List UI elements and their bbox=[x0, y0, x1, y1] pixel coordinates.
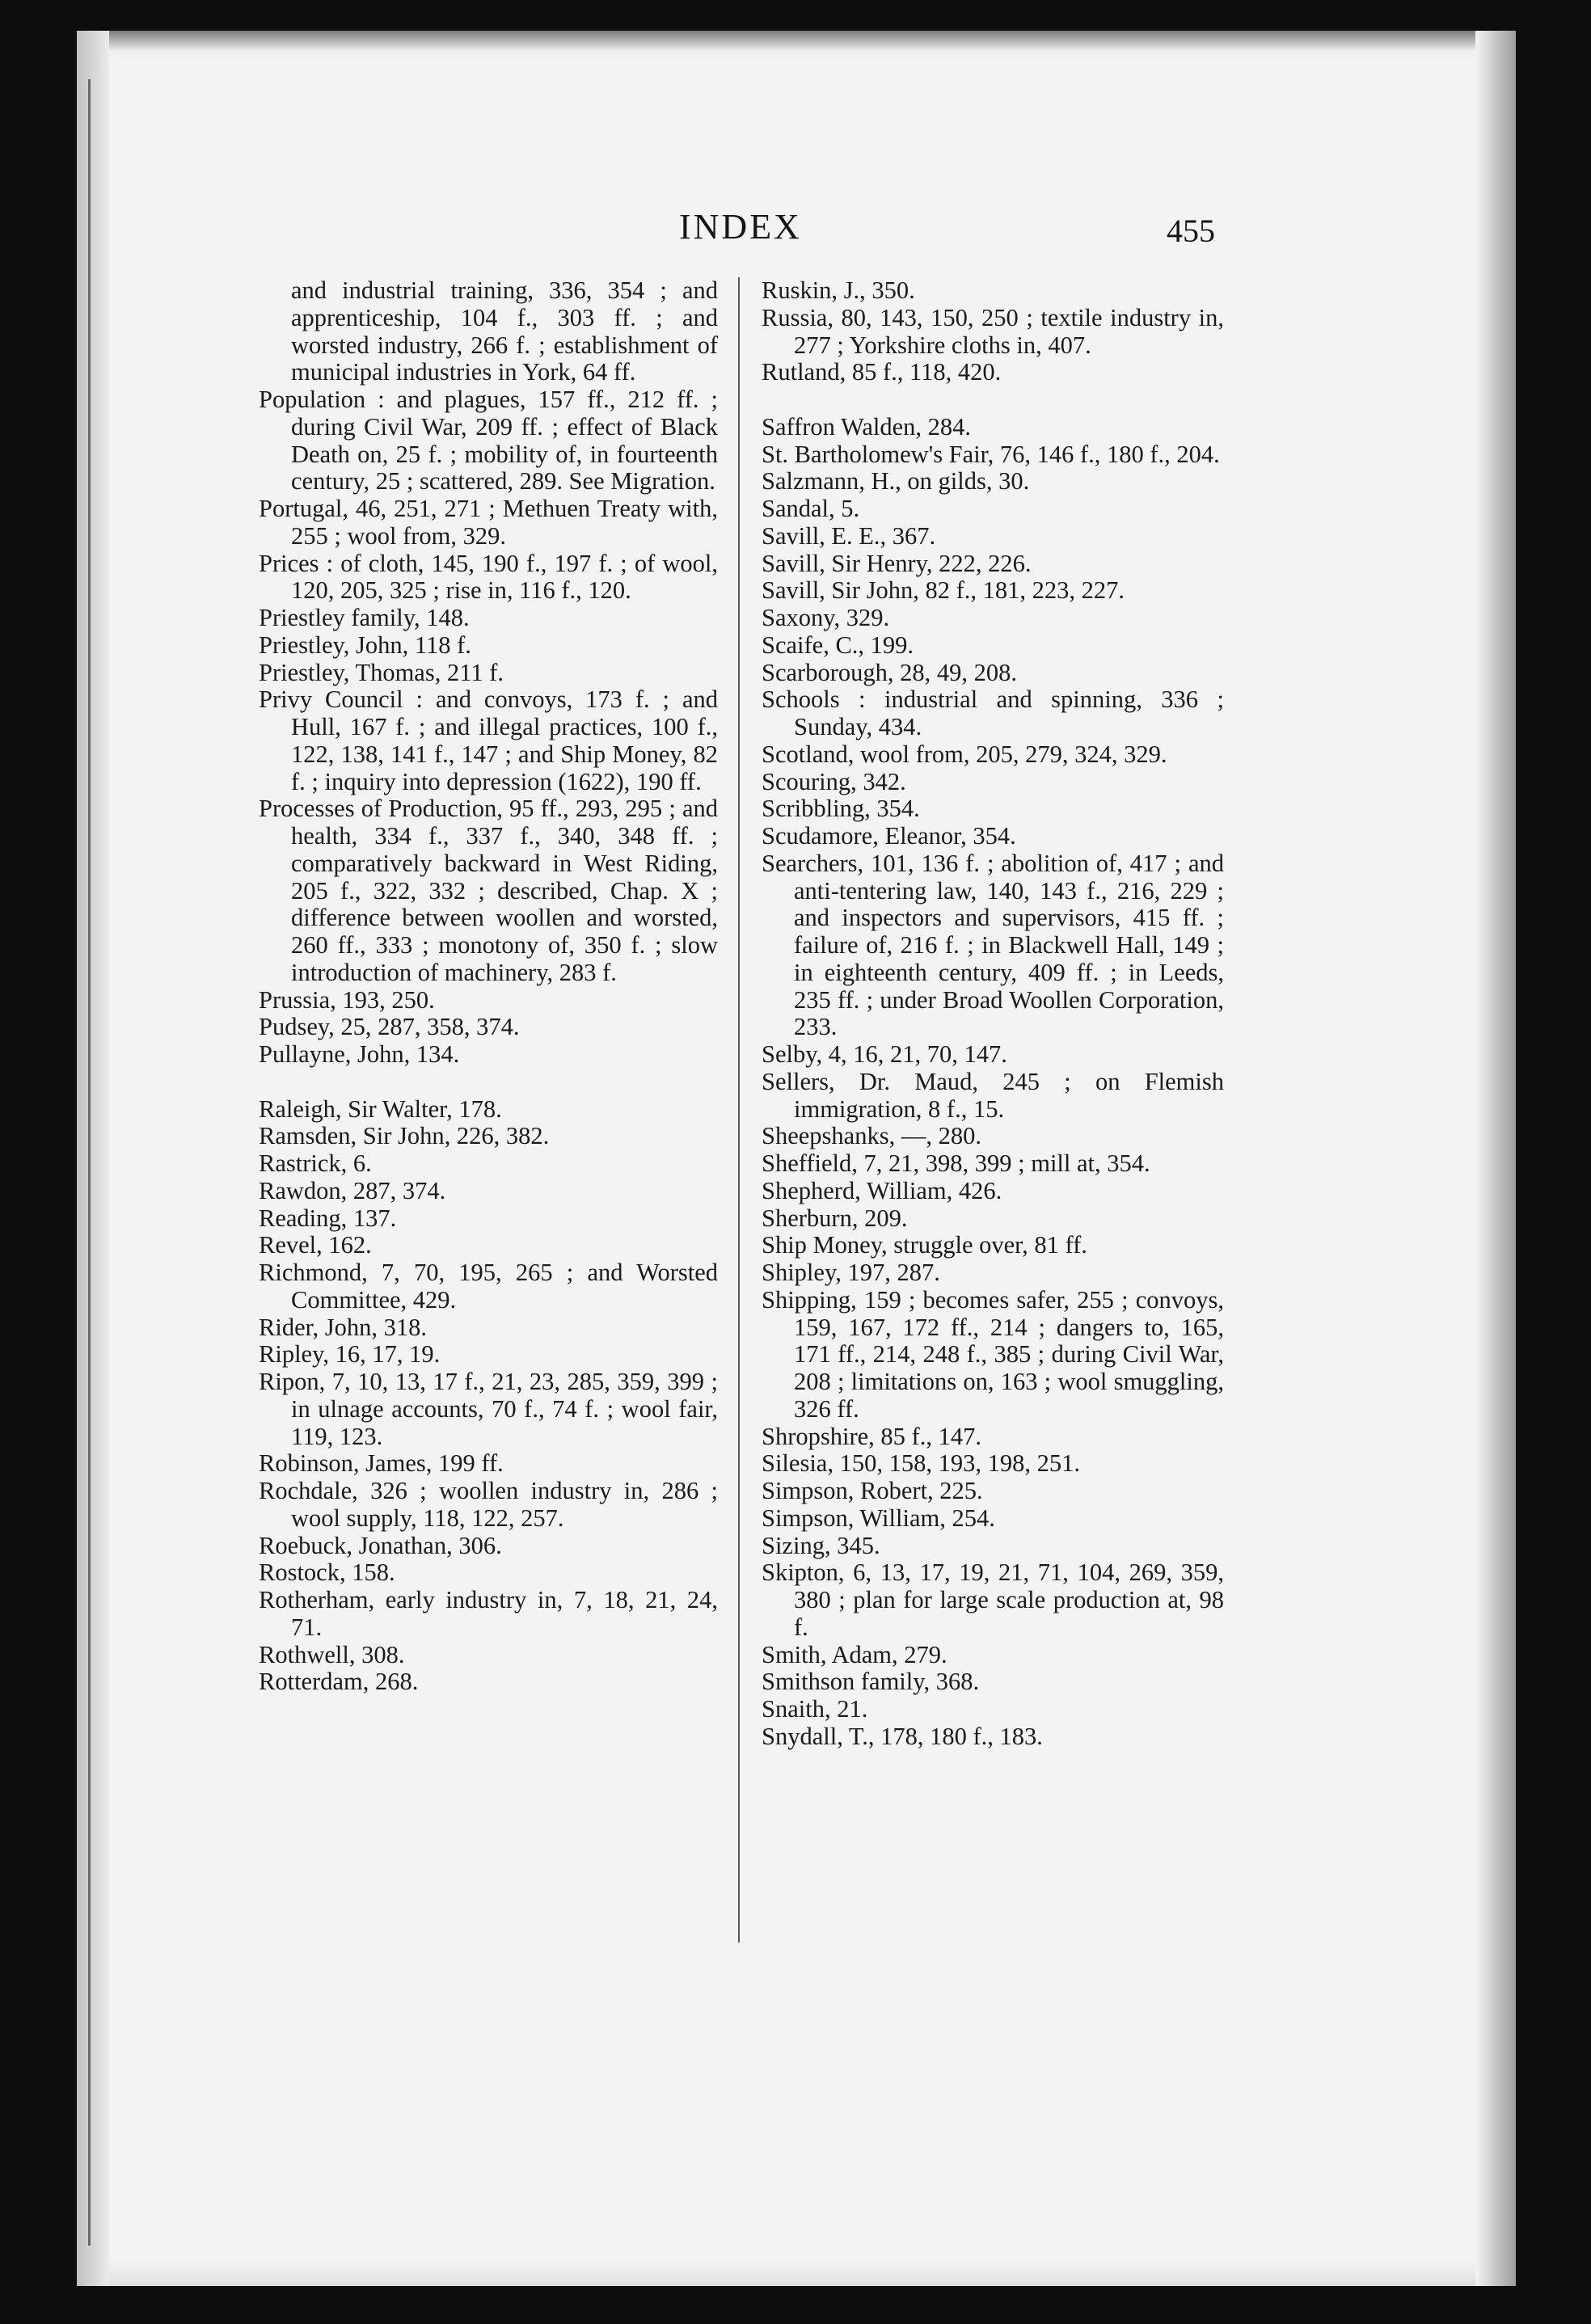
index-entry: Saffron Walden, 284. bbox=[762, 412, 972, 441]
index-entry: Sheepshanks, —, 280. bbox=[762, 1122, 981, 1150]
index-entry: Scudamore, Eleanor, 354. bbox=[762, 822, 1016, 850]
index-entry: Smithson family, 368. bbox=[762, 1668, 980, 1696]
index-entry: Ramsden, Sir John, 226, 382. bbox=[259, 1122, 550, 1150]
index-entry: Rotterdam, 268. bbox=[259, 1668, 419, 1696]
index-entry: Richmond, 7, 70, 195, 265 ; and Worsted Committee, 429. bbox=[259, 1259, 718, 1314]
index-entry: Priestley, Thomas, 211 f. bbox=[259, 658, 504, 686]
index-entry: Raleigh, Sir Walter, 178. bbox=[259, 1095, 502, 1123]
index-entry: Ship Money, struggle over, 81 ff. bbox=[762, 1231, 1087, 1259]
index-entry: Salzmann, H., on gilds, 30. bbox=[762, 467, 1030, 496]
column-divider bbox=[738, 277, 740, 1942]
index-entry: Russia, 80, 143, 150, 250 ; textile industry in, 277 ; Yorkshire cloths in, 407. bbox=[762, 303, 1224, 359]
index-entry: Priestley, John, 118 f. bbox=[259, 631, 471, 659]
index-entry: Sizing, 345. bbox=[762, 1531, 880, 1559]
index-entry: Privy Council : and convoys, 173 f. ; and Hull, 167 f. ; and illegal practices, 100 f., 122, 138, 141 f., 147 ; and Ship Money, 82 f. ; inquiry into depression (1622), 190 ff. bbox=[259, 685, 718, 795]
index-entry: Scribbling, 354. bbox=[762, 795, 920, 823]
index-entry: Savill, Sir John, 82 f., 181, 223, 227. bbox=[762, 576, 1125, 605]
index-entry: Rider, John, 318. bbox=[259, 1313, 428, 1341]
index-entry: Population : and plagues, 157 ff., 212 ff. ; during Civil War, 209 ff. ; effect of Black Death on, 25 f. ; mobility of, in fourteenth century, 25 ; scattered, 289. See Migration. bbox=[259, 386, 718, 496]
index-entry: Simpson, William, 254. bbox=[762, 1504, 995, 1532]
index-entry: Sandal, 5. bbox=[762, 495, 860, 522]
letter-group-gap bbox=[762, 386, 1224, 414]
index-entry: Revel, 162. bbox=[259, 1231, 372, 1259]
gutter-edge-line bbox=[88, 79, 91, 2246]
index-entry: Rochdale, 326 ; woollen industry in, 286 ; wool supply, 118, 122, 257. bbox=[259, 1477, 718, 1532]
index-entry: Priestley family, 148. bbox=[259, 604, 470, 631]
index-entry: Snydall, T., 178, 180 f., 183. bbox=[762, 1722, 1043, 1750]
gutter-shadow bbox=[77, 31, 109, 2286]
index-entry: Pullayne, John, 134. bbox=[259, 1040, 460, 1068]
index-entry: Roebuck, Jonathan, 306. bbox=[259, 1531, 502, 1559]
index-entry: Scouring, 342. bbox=[762, 767, 906, 795]
index-entry: St. Bartholomew's Fair, 76, 146 f., 180 f., 204. bbox=[762, 440, 1220, 468]
index-entry: Prussia, 193, 250. bbox=[259, 985, 435, 1014]
index-entry: Ruskin, J., 350. bbox=[762, 276, 915, 304]
letter-group-gap bbox=[259, 1069, 718, 1096]
page-top-shadow bbox=[77, 31, 1516, 52]
index-entry: Snaith, 21. bbox=[762, 1695, 868, 1723]
index-entry: Skipton, 6, 13, 17, 19, 21, 71, 104, 269, 359, 380 ; plan for large scale production at, 98 f. bbox=[762, 1558, 1224, 1641]
index-entry: Silesia, 150, 158, 193, 198, 251. bbox=[762, 1449, 1080, 1478]
index-entry: Saxony, 329. bbox=[762, 604, 890, 631]
index-entry: Sheffield, 7, 21, 398, 399 ; mill at, 354. bbox=[762, 1149, 1150, 1177]
index-entry: Prices : of cloth, 145, 190 f., 197 f. ; of wool, 120, 205, 325 ; rise in, 116 f., 120. bbox=[259, 549, 718, 605]
index-entry: Rutland, 85 f., 118, 420. bbox=[762, 358, 1002, 386]
index-entry: Shipping, 159 ; becomes safer, 255 ; convoys, 159, 167, 172 ff., 214 ; dangers to, 165, 171 ff., 214, 248 f., 385 ; during Civil War, 208 ; limitations on, 163 ; wool smuggling, 326 ff. bbox=[762, 1285, 1224, 1423]
index-entry: Portugal, 46, 251, 271 ; Methuen Treaty with, 255 ; wool from, 329. bbox=[259, 495, 718, 550]
running-head: INDEX bbox=[679, 207, 802, 247]
index-entry: Robinson, James, 199 ff. bbox=[259, 1449, 504, 1478]
index-entry: Shipley, 197, 287. bbox=[762, 1259, 940, 1286]
index-entry-continuation: and industrial training, 336, 354 ; and apprenticeship, 104 f., 303 ff. ; and worsted industry, 266 f. ; establishment of municipal industries in York, 64 ff. bbox=[291, 276, 718, 386]
index-entry: Sellers, Dr. Maud, 245 ; on Flemish immigration, 8 f., 15. bbox=[762, 1067, 1224, 1123]
index-entry: Savill, Sir Henry, 222, 226. bbox=[762, 549, 1032, 577]
index-entry: Scotland, wool from, 205, 279, 324, 329. bbox=[762, 740, 1167, 768]
index-entry: Reading, 137. bbox=[259, 1204, 397, 1232]
index-entry: Sherburn, 209. bbox=[762, 1204, 908, 1232]
index-entry: Rastrick, 6. bbox=[259, 1149, 372, 1177]
index-entry: Rotherham, early industry in, 7, 18, 21, 24, 71. bbox=[259, 1586, 718, 1641]
index-entry: Rothwell, 308. bbox=[259, 1640, 405, 1668]
index-column-right bbox=[762, 277, 1224, 1751]
page-edge-shadow bbox=[1475, 31, 1516, 2286]
page-number: 455 bbox=[1167, 213, 1215, 249]
index-entry: Scarborough, 28, 49, 208. bbox=[762, 658, 1017, 686]
index-entry: Shepherd, William, 426. bbox=[762, 1176, 1002, 1204]
index-entry: Ripon, 7, 10, 13, 17 f., 21, 23, 285, 359, 399 ; in ulnage accounts, 70 f., 74 f. ; wool fair, 119, 123. bbox=[259, 1368, 718, 1450]
index-entry: Processes of Production, 95 ff., 293, 295 ; and health, 334 f., 337 f., 340, 348 ff. ; comparatively backward in West Riding, 205 f., 322, 332 ; described, Chap. X ; difference between woollen and worsted, 260 ff., 333 ; monotony of, 350 f. ; slow introduction of machinery, 283 f. bbox=[259, 795, 718, 986]
index-entry: Searchers, 101, 136 f. ; abolition of, 417 ; and anti-tentering law, 140, 143 f., 216, 229 ; and inspectors and supervisors, 415 ff. ; failure of, 216 f. ; in Blackwell Hall, 149 ; in eighteenth century, 409 ff. ; in Leeds, 235 ff. ; under Broad Woollen Corporation, 233. bbox=[762, 849, 1224, 1041]
index-entry: Ripley, 16, 17, 19. bbox=[259, 1340, 441, 1369]
index-entry: Savill, E. E., 367. bbox=[762, 521, 936, 550]
index-entry: Shropshire, 85 f., 147. bbox=[762, 1422, 981, 1450]
index-entry: Schools : industrial and spinning, 336 ; Sunday, 434. bbox=[762, 685, 1224, 740]
index-entry: Rawdon, 287, 374. bbox=[259, 1176, 446, 1204]
index-column-left bbox=[259, 277, 718, 1696]
index-entry: Pudsey, 25, 287, 358, 374. bbox=[259, 1013, 520, 1041]
index-entry: Simpson, Robert, 225. bbox=[762, 1477, 983, 1504]
index-entry: Scaife, C., 199. bbox=[762, 631, 914, 659]
index-entry: Smith, Adam, 279. bbox=[762, 1640, 947, 1668]
index-entry: Selby, 4, 16, 21, 70, 147. bbox=[762, 1040, 1007, 1068]
index-entry: Rostock, 158. bbox=[259, 1558, 395, 1587]
